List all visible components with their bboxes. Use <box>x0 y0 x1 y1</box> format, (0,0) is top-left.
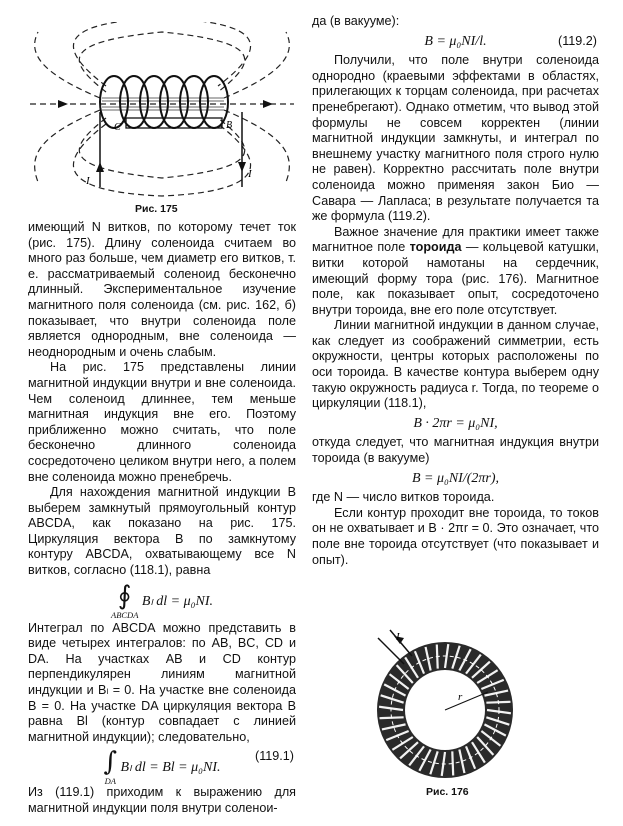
right-column <box>312 14 599 568</box>
solenoid-figure <box>28 22 296 202</box>
left-paragraph-3: Для нахождения магнитной индукции B выберем замкнутый прямоугольный контур ABCDA, как показано на рис. 175. Циркуляция вектора B по замкнутому контуру ABCDA, охватывающему все N витков, согласно (118.1), равна <box>28 485 296 578</box>
fig176-label-r: r <box>458 691 463 703</box>
fig175-label-b: B <box>226 120 233 131</box>
fig175-label-c: C <box>114 122 121 133</box>
right-paragraph-3: Линии магнитной индукции в данном случае, как следует из соображений симметрии, есть окружности, центры которых расположены по оси тороида. В качестве контура выберем одну такую окружность радиуса r. Тогда, по теореме о циркуляции (118.1), <box>312 318 599 411</box>
left-paragraph-4: Интеграл по ABCDA можно представить в виде четырех интегралов: по AB, BC, CD и DA. На участках AB и CD контур перпендикулярен линиям магнитной индукции и Bₗ = 0. На участке вне соленоида B = 0. На участке DA циркуляция вектора B равна Bl (контур совпадает с линией магнитной индукции); следовательно, <box>28 620 296 744</box>
fig175-caption: Рис. 175 <box>135 203 178 215</box>
equation-body: Bₗ dl = Bl = μ₀NI. <box>120 760 221 776</box>
equation-body: B · 2πr = μ₀NI, <box>413 415 498 431</box>
right-paragraph-4: откуда следует, что магнитная индукция внутри тороида (в вакууме) <box>312 435 599 466</box>
right-paragraph-2: Важное значение для практики имеет также магнитное поле тороида — кольцевой катушки, витки которой намотаны на сердечник, имеющий форму тора (рис. 176). Магнитное поле, как показывает опыт, сосредоточено внутри тороида, вне его поле отсутствует. <box>312 224 599 317</box>
equation-toroid-field <box>312 471 599 487</box>
fig176-label-i: I <box>396 631 400 643</box>
equation-number: (119.2) <box>558 33 597 48</box>
left-column <box>28 220 296 817</box>
right-paragraph-0: да (в вакууме): <box>312 14 400 28</box>
toroid-figure <box>360 628 540 788</box>
term-toroid: тороида <box>409 240 462 255</box>
left-paragraph-2: На рис. 175 представлены линии магнитной индукции внутри и вне соленоида. Чем соленоид длиннее, тем меньше магнитная индукция вне его. Поэтому приближенно можно считать, что поле бесконечно длинного соленоида сосредоточено целиком внутри него, а полем вне соленоида можно пренебречь. <box>28 360 296 484</box>
contour-integral-subscript: ABCDA <box>111 609 139 620</box>
equation-119-1 <box>28 747 296 787</box>
equation-circulation-solenoid <box>28 580 296 620</box>
fig175-label-i-right: I <box>248 168 252 180</box>
fig175-label-i-left: I <box>86 175 90 187</box>
equation-body: B = μ₀NI/(2πr), <box>411 470 500 486</box>
fig176-caption: Рис. 176 <box>426 786 469 798</box>
integral-subscript: DA <box>104 776 116 787</box>
equation-body: Bₗ dl = μ₀NI. <box>141 593 213 609</box>
right-paragraph-5: где N — число витков тороида. <box>312 490 495 505</box>
contour-integral-sign: ∮ <box>117 580 132 611</box>
left-paragraph-5: Из (119.1) приходим к выражению для магнитной индукции поля внутри соленои- <box>28 785 296 815</box>
integral-sign: ∫ <box>103 747 118 778</box>
equation-toroid-circulation <box>312 416 599 432</box>
left-paragraph-1: имеющий N витков, по которому течет ток (рис. 175). Длину соленоида считаем во много раз больше, чем диаметр его витков, т. е. рассматриваемый соленоид бесконечно длинный. Экспериментальное изучение магнитного поля соленоида (см. рис. 162, б) показывает, что внутри соленоида поле является однородным, вне соленоида — неоднородным и очень слабым. <box>28 220 296 359</box>
equation-body: B = μ₀NI/l. <box>424 33 487 49</box>
right-paragraph-1: Получили, что поле внутри соленоида однородно (краевыми эффектами в областях, прилегающих к торцам соленоида, при расчетах пренебрегают). Однако отметим, что вывод этой формулы не совсем корректен (линии магнитной индукции замкнуты, и интеграл по внешнему участку магнитного поля строго нулю не равен). Корректно рассчитать поле внутри соленоида можно применяя закон Био — Савара — Лапласа; в результате получается та же формула (119.2). <box>312 53 599 224</box>
right-paragraph-6: Если контур проходит вне тороида, то токов он не охватывает и B · 2πr = 0. Это означает, что поле вне тороида отсутствует (что показывает и опыт). <box>312 505 599 567</box>
equation-number: (119.1) <box>255 749 294 764</box>
equation-119-2 <box>312 34 599 50</box>
